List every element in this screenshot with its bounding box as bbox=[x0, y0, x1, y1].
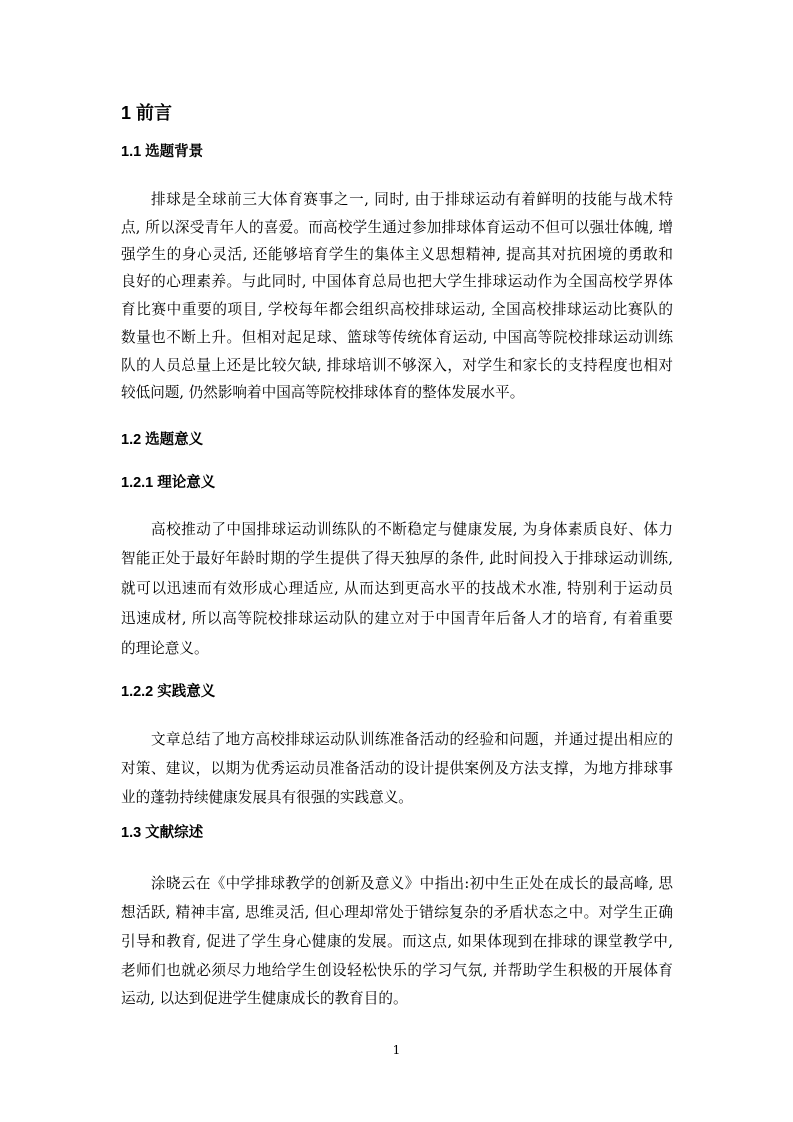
section-heading: 1.1 选题背景 bbox=[121, 144, 204, 160]
paragraph-line: 就可以迅速而有效形成心理适应, 从而达到更高水平的技战术水准, 特别利于运动员 bbox=[121, 580, 673, 597]
subsection-heading: 1.2.2 实践意义 bbox=[121, 684, 216, 700]
paragraph-line: 对策、建议，以期为优秀运动员准备活动的设计提供案例及方法支撑，为地方排球事 bbox=[121, 760, 673, 777]
paragraph-line: 智能正处于最好年龄时期的学生提供了得天独厚的条件, 此时间投入于排球运动训练, bbox=[121, 550, 673, 567]
subsection-heading: 1.2.1 理论意义 bbox=[121, 475, 216, 491]
paragraph-line: 较低问题, 仍然影响着中国高等院校排球体育的整体发展水平。 bbox=[121, 384, 525, 401]
paragraph-line: 引导和教育, 促进了学生身心健康的发展。而这点, 如果体现到在排球的课堂教学中, bbox=[121, 933, 673, 950]
paragraph-line: 老师们也就必须尽力地给学生创设轻松快乐的学习气氛, 并帮助学生积极的开展体育 bbox=[121, 962, 673, 979]
paragraph-line: 数量也不断上升。但相对起足球、篮球等传统体育运动, 中国高等院校排球运动训练 bbox=[121, 329, 673, 346]
paragraph-line: 运动, 以达到促进学生健康成长的教育目的。 bbox=[121, 990, 408, 1007]
chapter-title: 1 前言 bbox=[121, 103, 173, 123]
page-number: 1 bbox=[392, 1043, 401, 1057]
paragraph-line: 排球是全球前三大体育赛事之一, 同时, 由于排球运动有着鲜明的技能与战术特 bbox=[151, 191, 673, 208]
paragraph-line: 点, 所以深受青年人的喜爱。而高校学生通过参加排球体育运动不但可以强壮体魄, 增 bbox=[121, 219, 673, 236]
paragraph-line: 涂晓云在《中学排球教学的创新及意义》中指出:初中生正处在成长的最高峰, 思 bbox=[151, 875, 673, 892]
section-heading: 1.2 选题意义 bbox=[121, 432, 204, 448]
paragraph-line: 强学生的身心灵活, 还能够培育学生的集体主义思想精神, 提高其对抗困境的勇敢和 bbox=[121, 246, 673, 263]
paragraph-line: 文章总结了地方高校排球运动队训练准备活动的经验和问题，并通过提出相应的 bbox=[151, 731, 673, 748]
paragraph-line: 业的蓬勃持续健康发展具有很强的实践意义。 bbox=[121, 789, 413, 806]
paragraph-line: 高校推动了中国排球运动训练队的不断稳定与健康发展, 为身体素质良好、体力 bbox=[151, 521, 673, 538]
paragraph-line: 迅速成材, 所以高等院校排球运动队的建立对于中国青年后备人才的培育, 有着重要 bbox=[121, 610, 673, 627]
section-heading: 1.3 文献综述 bbox=[121, 825, 204, 841]
paragraph-line: 良好的心理素养。与此同时, 中国体育总局也把大学生排球运动作为全国高校学界体 bbox=[121, 273, 673, 290]
paragraph-line: 的理论意义。 bbox=[121, 640, 209, 657]
paragraph-line: 想活跃, 精神丰富, 思维灵活, 但心理却常处于错综复杂的矛盾状态之中。对学生正确 bbox=[121, 904, 673, 921]
paragraph-line: 育比赛中重要的项目, 学校每年都会组织高校排球运动, 全国高校排球运动比赛队的 bbox=[121, 301, 673, 318]
paragraph-line: 队的人员总量上还是比较欠缺, 排球培训不够深入，对学生和家长的支持程度也相对 bbox=[121, 357, 673, 374]
